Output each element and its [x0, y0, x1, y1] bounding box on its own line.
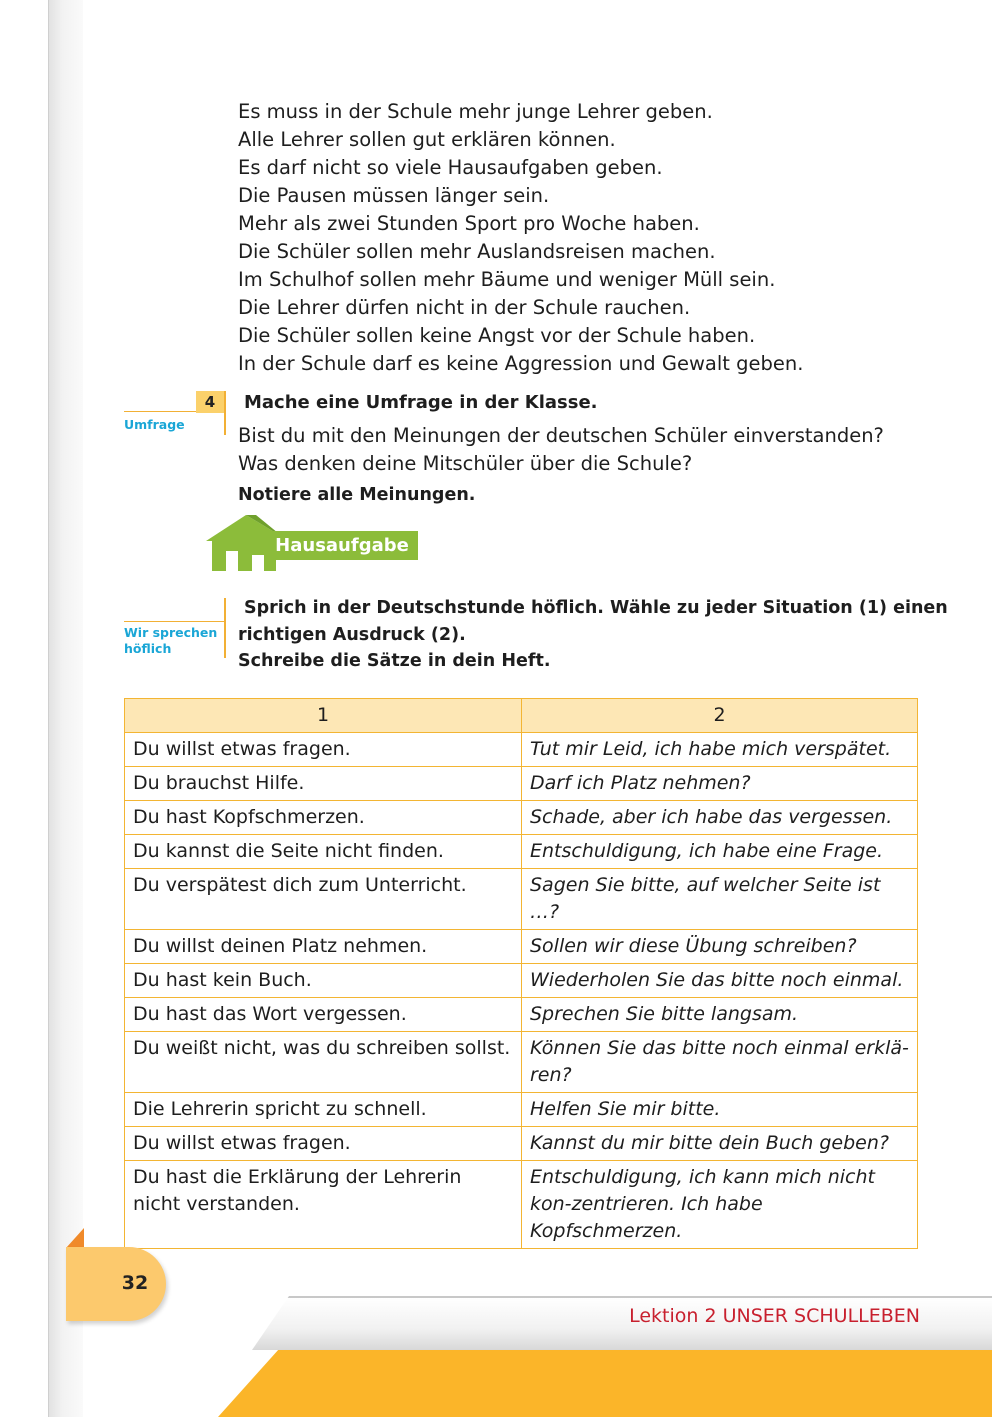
- task-line: richtigen Ausdruck (2).: [238, 624, 466, 645]
- exercise-note: Notiere alle Meinungen.: [238, 485, 476, 505]
- table-row: [125, 930, 918, 964]
- table-row: [125, 998, 918, 1032]
- corner-decoration: [66, 1228, 84, 1248]
- situation-table: [124, 698, 918, 1249]
- intro-line: Alle Lehrer sollen gut erklären können.: [238, 128, 616, 151]
- side-label-line: höflich: [124, 641, 172, 656]
- intro-line: Die Schüler sollen mehr Auslandsreisen machen.: [238, 240, 716, 263]
- table-row: [125, 1093, 918, 1127]
- intro-sentences: [238, 98, 938, 378]
- page-spine: [48, 0, 83, 1417]
- intro-line: Die Lehrer dürfen nicht in der Schule rauchen.: [238, 296, 691, 319]
- homework-label: Hausaufgabe: [266, 531, 418, 560]
- situation-cell: Du verspätest dich zum Unterricht.: [125, 869, 522, 930]
- expression-cell: Sprechen Sie bitte langsam.: [522, 998, 918, 1032]
- side-rule: [124, 621, 224, 622]
- task-line: Sprich in der Deutschstunde höflich. Wähle zu jeder Situation (1) einen: [244, 598, 948, 618]
- task-instructions: [238, 595, 948, 675]
- situation-cell: Du brauchst Hilfe.: [125, 767, 522, 801]
- situation-cell: Du hast die Erklärung der Lehrerin nicht verstanden.: [125, 1161, 522, 1249]
- side-label-line: Wir sprechen: [124, 625, 218, 640]
- exercise-line: Was denken deine Mitschüler über die Schule?: [238, 452, 693, 475]
- table-row: [125, 869, 918, 930]
- chapter-title: Lektion 2 UNSER SCHULLEBEN: [629, 1305, 920, 1327]
- table-row: [125, 801, 918, 835]
- table-row: [125, 1127, 918, 1161]
- situation-cell: Du hast Kopfschmerzen.: [125, 801, 522, 835]
- footer-band: [218, 1348, 992, 1417]
- expression-cell: Darf ich Platz nehmen?: [522, 767, 918, 801]
- intro-line: Im Schulhof sollen mehr Bäume und weniger Müll sein.: [238, 268, 776, 291]
- situation-cell: Du willst deinen Platz nehmen.: [125, 930, 522, 964]
- page-number: 32: [121, 1272, 149, 1294]
- expression-cell: Entschuldigung, ich habe eine Frage.: [522, 835, 918, 869]
- expression-cell: Sollen wir diese Übung schreiben?: [522, 930, 918, 964]
- situation-cell: Du willst etwas fragen.: [125, 733, 522, 767]
- exercise-title: Mache eine Umfrage in der Klasse.: [244, 392, 598, 413]
- expression-cell: Schade, aber ich habe das vergessen.: [522, 801, 918, 835]
- side-label-hoeflich: [124, 625, 217, 657]
- expression-cell: Sagen Sie bitte, auf welcher Seite ist …?: [522, 869, 918, 930]
- table-row: [125, 835, 918, 869]
- expression-cell: Wiederholen Sie das bitte noch einmal.: [522, 964, 918, 998]
- side-rule: [224, 598, 226, 658]
- intro-line: Es muss in der Schule mehr junge Lehrer geben.: [238, 100, 713, 123]
- expression-cell: Helfen Sie mir bitte.: [522, 1093, 918, 1127]
- table-row: [125, 1032, 918, 1093]
- side-rule: [224, 391, 226, 435]
- task-line: Schreibe die Sätze in dein Heft.: [238, 651, 551, 671]
- exercise-body: [238, 422, 938, 478]
- intro-line: Die Schüler sollen keine Angst vor der Schule haben.: [238, 324, 756, 347]
- situation-cell: Die Lehrerin spricht zu schnell.: [125, 1093, 522, 1127]
- table-row: [125, 1161, 918, 1249]
- situation-cell: Du willst etwas fragen.: [125, 1127, 522, 1161]
- table-header: 2: [522, 699, 918, 733]
- table-header: 1: [125, 699, 522, 733]
- table-row: [125, 767, 918, 801]
- situation-cell: Du hast kein Buch.: [125, 964, 522, 998]
- situation-cell: Du kannst die Seite nicht finden.: [125, 835, 522, 869]
- situation-cell: Du hast das Wort vergessen.: [125, 998, 522, 1032]
- side-label-umfrage: Umfrage: [124, 417, 185, 432]
- table-row: [125, 733, 918, 767]
- intro-line: Es darf nicht so viele Hausaufgaben geben.: [238, 156, 663, 179]
- expression-cell: Tut mir Leid, ich habe mich verspätet.: [522, 733, 918, 767]
- exercise-number: 4: [196, 391, 224, 413]
- intro-line: In der Schule darf es keine Aggression und Gewalt geben.: [238, 352, 804, 375]
- expression-cell: Entschuldigung, ich kann mich nicht kon-zentrieren. Ich habe Kopfschmerzen.: [522, 1161, 918, 1249]
- table-header-row: [125, 699, 918, 733]
- intro-line: Mehr als zwei Stunden Sport pro Woche haben.: [238, 212, 700, 235]
- expression-cell: Können Sie das bitte noch einmal erklä-ren?: [522, 1032, 918, 1093]
- intro-line: Die Pausen müssen länger sein.: [238, 184, 550, 207]
- expression-cell: Kannst du mir bitte dein Buch geben?: [522, 1127, 918, 1161]
- table-row: [125, 964, 918, 998]
- situation-cell: Du weißt nicht, was du schreiben sollst.: [125, 1032, 522, 1093]
- exercise-line: Bist du mit den Meinungen der deutschen Schüler einverstanden?: [238, 424, 884, 447]
